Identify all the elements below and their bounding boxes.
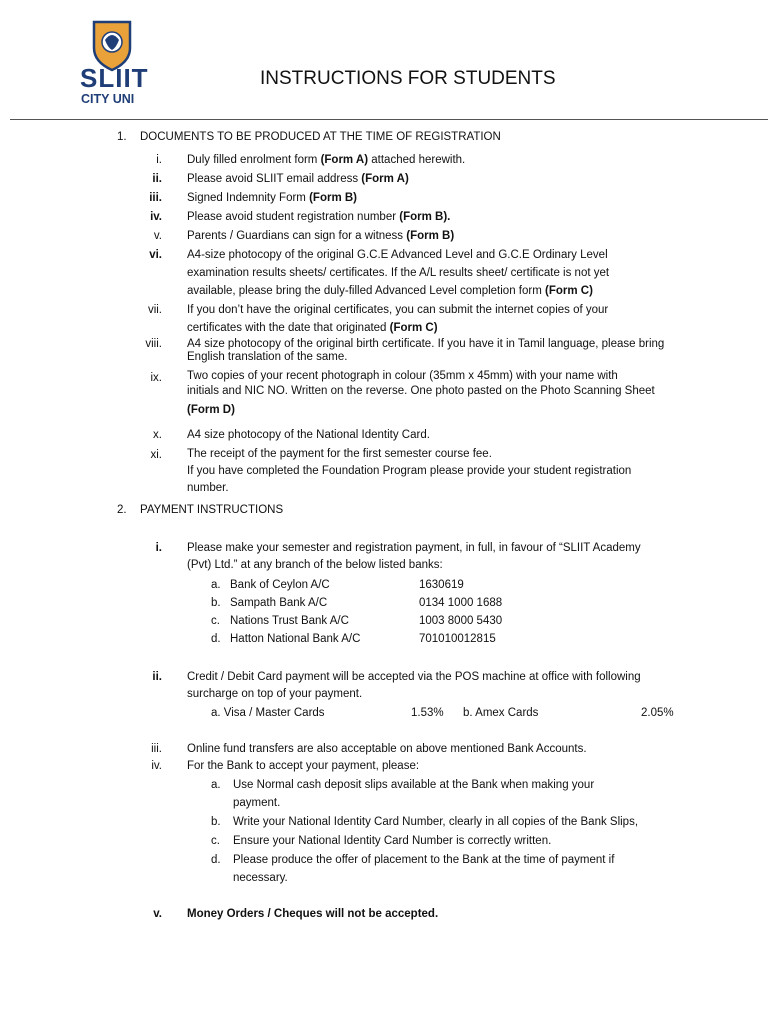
item-number: i. <box>156 154 162 166</box>
list-item: Credit / Debit Card payment will be accepted via the POS machine at office with following <box>187 671 641 683</box>
list-item: A4-size photocopy of the original G.C.E Advanced Level and G.C.E Ordinary Level <box>187 249 608 261</box>
item-number: v. <box>153 230 162 242</box>
list-item: Please avoid student registration number (Form B). <box>187 211 451 223</box>
bank-letter: d. <box>211 633 221 645</box>
sub-item: Use Normal cash deposit slips available at the Bank when making your <box>233 779 595 791</box>
sub-letter: b. <box>211 816 221 828</box>
list-item-line: surcharge on top of your payment. <box>187 688 363 700</box>
item-number: iv. <box>151 760 162 772</box>
item-number: iv. <box>150 211 162 223</box>
bank-letter: c. <box>211 615 220 627</box>
sub-item-line: payment. <box>233 797 281 809</box>
list-item: Online fund transfers are also acceptable on above mentioned Bank Accounts. <box>187 743 587 755</box>
list-item-line: number. <box>187 482 229 494</box>
item-number: i. <box>155 542 162 554</box>
list-item: Parents / Guardians can sign for a witness (Form B) <box>187 230 455 242</box>
list-item-line: English translation of the same. <box>187 351 348 363</box>
bank-account: 701010012815 <box>419 633 496 645</box>
item-number: viii. <box>145 338 162 350</box>
item-number: ii. <box>152 173 162 185</box>
list-item: Please make your semester and registration payment, in full, in favour of “SLIIT Academy <box>187 542 641 554</box>
section1-title: DOCUMENTS TO BE PRODUCED AT THE TIME OF REGISTRATION <box>140 131 501 143</box>
bank-name: Bank of Ceylon A/C <box>230 579 330 591</box>
card-type-a: a. Visa / Master Cards <box>211 707 325 719</box>
page-title: INSTRUCTIONS FOR STUDENTS <box>260 68 556 89</box>
list-item-line: certificates with the date that originated (Form C) <box>187 322 438 334</box>
item-number: vii. <box>147 304 162 316</box>
logo-text: SLIIT <box>80 63 149 93</box>
list-item: A4 size photocopy of the National Identity Card. <box>187 429 430 441</box>
bank-name: Hatton National Bank A/C <box>230 633 361 645</box>
sub-letter: c. <box>211 835 220 847</box>
list-item-line: examination results sheets/ certificates. If the A/L results sheet/ certificate is not yet <box>187 267 610 279</box>
item-number: v. <box>153 908 162 920</box>
list-item: Two copies of your recent photograph in colour (35mm x 45mm) with your name with <box>187 370 618 382</box>
bank-name: Nations Trust Bank A/C <box>230 615 349 627</box>
list-item: Please avoid SLIIT email address (Form A) <box>187 173 409 185</box>
logo-subtext: CITY UNI <box>81 92 135 106</box>
bank-name: Sampath Bank A/C <box>230 597 328 609</box>
bank-account: 1630619 <box>419 579 464 591</box>
bank-letter: b. <box>211 597 221 609</box>
section2-title: PAYMENT INSTRUCTIONS <box>140 504 284 516</box>
list-item: If you don’t have the original certificates, you can submit the internet copies of your <box>187 304 609 316</box>
section1-number: 1. <box>117 131 127 143</box>
item-number: vi. <box>149 249 162 261</box>
item-number: xi. <box>150 449 162 461</box>
card-surcharge-a: 1.53% <box>411 707 444 719</box>
sub-item-line: necessary. <box>233 872 288 884</box>
sub-letter: a. <box>211 779 221 791</box>
list-item-line: available, please bring the duly-filled Advanced Level completion form (Form C) <box>187 285 593 297</box>
section2-number: 2. <box>117 504 127 516</box>
bank-letter: a. <box>211 579 221 591</box>
item-number: iii. <box>149 192 162 204</box>
bank-account: 1003 8000 5430 <box>419 615 503 627</box>
list-item: Duly filled enrolment form (Form A) attached herewith. <box>187 154 466 166</box>
sub-item: Ensure your National Identity Card Number is correctly written. <box>233 835 552 847</box>
card-type-b: b. Amex Cards <box>463 707 539 719</box>
list-item: A4 size photocopy of the original birth certificate. If you have it in Tamil language, please bring <box>187 338 665 350</box>
list-item: Signed Indemnity Form (Form B) <box>187 192 358 204</box>
list-item: For the Bank to accept your payment, please: <box>187 760 420 772</box>
card-surcharge-b: 2.05% <box>641 707 674 719</box>
list-item-line: (Form D) <box>187 404 235 416</box>
list-item-line: If you have completed the Foundation Program please provide your student registration <box>187 465 632 477</box>
sub-item: Write your National Identity Card Number, clearly in all copies of the Bank Slips, <box>233 816 639 828</box>
item-number: ii. <box>152 671 162 683</box>
list-item: The receipt of the payment for the first semester course fee. <box>187 448 492 460</box>
sub-item: Please produce the offer of placement to the Bank at the time of payment if <box>233 854 615 866</box>
header-divider <box>10 119 768 120</box>
bank-account: 0134 1000 1688 <box>419 597 503 609</box>
list-item: Money Orders / Cheques will not be accepted. <box>187 908 439 920</box>
sub-letter: d. <box>211 854 221 866</box>
item-number: iii. <box>151 743 162 755</box>
list-item-line: initials and NIC NO. Written on the reverse. One photo pasted on the Photo Scanning Sheet <box>187 385 655 397</box>
list-item-line: (Pvt) Ltd.” at any branch of the below listed banks: <box>187 559 443 571</box>
item-number: ix. <box>150 372 162 384</box>
item-number: x. <box>153 429 162 441</box>
